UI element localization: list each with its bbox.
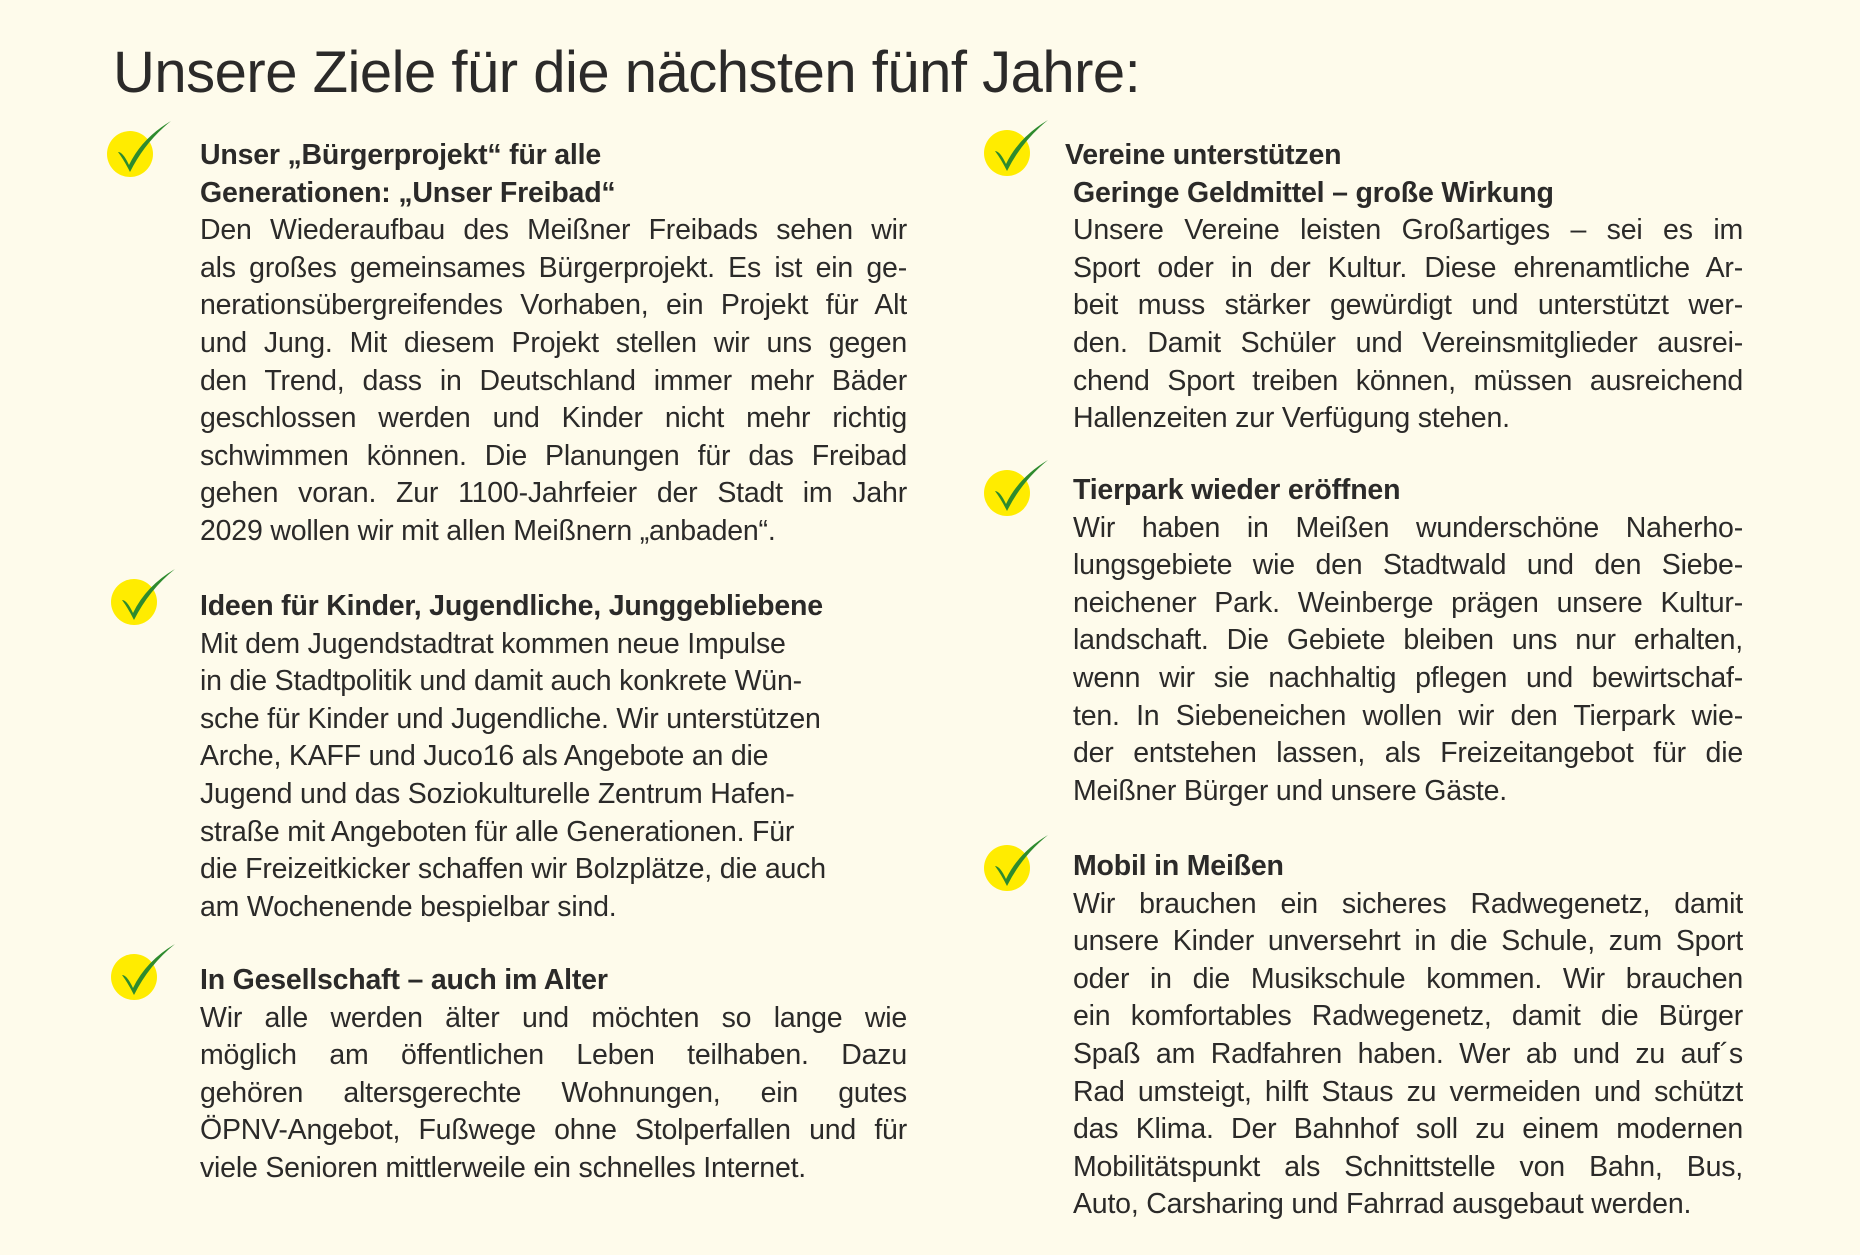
body-line: Mobilitätspunkt als Schnittstelle von Bahn, Bus, [1073, 1150, 1743, 1183]
checkmark-icon [100, 560, 200, 640]
heading-line: Ideen für Kinder, Jugendliche, Junggebliebene [200, 590, 823, 622]
heading-line: Vereine unterstützen [1065, 139, 1342, 171]
heading-line: Unser „Bürgerprojekt“ für alle [200, 139, 602, 171]
body-line: Wir brauchen ein sicheres Radwegenetz, damit [1073, 887, 1743, 920]
goal-body [200, 1000, 907, 1188]
body-line: Hallenzeiten zur Verfügung stehen. [1073, 402, 1510, 435]
goal-text [1073, 848, 1743, 1224]
goal-text [1073, 472, 1743, 810]
heading-line: Tierpark wieder eröffnen [1073, 474, 1401, 506]
goal-body [1065, 212, 1743, 438]
body-line: als großes gemeinsames Bürgerprojekt. Es ist ein ge- [200, 251, 907, 284]
goal-body [1073, 886, 1743, 1224]
heading-line: Mobil in Meißen [1073, 850, 1284, 882]
checkmark-icon [973, 826, 1073, 906]
goal-heading [200, 962, 907, 1000]
body-line: Unsere Vereine leisten Großartiges – sei es im [1073, 214, 1743, 247]
body-line: Arche, KAFF und Juco16 als Angebote an die [200, 740, 769, 773]
checkmark-icon [973, 451, 1073, 531]
body-line: das Klima. Der Bahnhof soll zu einem modernen [1073, 1113, 1743, 1146]
page-title: Unsere Ziele für die nächsten fünf Jahre: [113, 40, 1141, 105]
body-line: viele Senioren mittlerweile ein schnelles Internet. [200, 1151, 807, 1184]
goal-text [200, 137, 907, 551]
body-line: Rad umsteigt, hilft Staus zu vermeiden und schützt [1073, 1075, 1743, 1108]
body-line: Jugend und das Soziokulturelle Zentrum Hafen- [200, 777, 795, 810]
body-line: Auto, Carsharing und Fahrrad ausgebaut werden. [1073, 1188, 1692, 1221]
goal-heading [1073, 848, 1743, 886]
heading-line: Geringe Geldmittel – große Wirkung [1073, 176, 1554, 209]
body-line: nerationsübergreifendes Vorhaben, ein Projekt für Alt [200, 289, 907, 322]
body-line: und Jung. Mit diesem Projekt stellen wir uns gegen [200, 326, 907, 359]
goal-text [200, 962, 907, 1188]
body-line: den. Damit Schüler und Vereinsmitglieder ausrei- [1073, 326, 1743, 359]
body-line: gehören altersgerechte Wohnungen, ein gutes [200, 1076, 907, 1109]
goal-body [1073, 510, 1743, 811]
body-line: neichener Park. Weinberge prägen unsere Kultur- [1073, 586, 1743, 619]
goal-text [200, 588, 897, 926]
body-line: chend Sport treiben können, müssen ausreichend [1073, 364, 1743, 397]
body-line: Wir haben in Meißen wunderschöne Naherho- [1073, 511, 1743, 544]
body-line: Den Wiederaufbau des Meißner Freibads sehen wir [200, 214, 907, 247]
body-line: landschaft. Die Gebiete bleiben uns nur erhalten, [1073, 624, 1743, 657]
body-line: der entstehen lassen, als Freizeitangebot für die [1073, 737, 1743, 770]
heading-line: In Gesellschaft – auch im Alter [200, 964, 608, 996]
body-line: unsere Kinder unversehrt in die Schule, zum Sport [1073, 925, 1743, 958]
body-line: den Trend, dass in Deutschland immer mehr Bäder [200, 364, 907, 397]
goal-heading [200, 588, 897, 626]
body-line: ein komfortables Radwegenetz, damit die Bürger [1073, 1000, 1743, 1033]
checkmark-icon [100, 935, 200, 1015]
body-line: in die Stadtpolitik und damit auch konkrete Wün- [200, 665, 802, 698]
body-line: beit muss stärker gewürdigt und unterstützt wer- [1073, 289, 1743, 322]
body-line: oder in die Musikschule kommen. Wir brauchen [1073, 962, 1743, 995]
body-line: schwimmen können. Die Planungen für das Freibad [200, 439, 907, 472]
goal-body [200, 212, 907, 550]
body-line: Meißner Bürger und unsere Gäste. [1073, 774, 1507, 807]
body-line: Sport oder in der Kultur. Diese ehrenamtliche Ar- [1073, 251, 1743, 284]
body-line: ÖPNV-Angebot, Fußwege ohne Stolperfallen und für [200, 1114, 907, 1147]
goal-body [200, 626, 897, 927]
goal-heading [200, 137, 907, 212]
body-line: Wir alle werden älter und möchten so lange wie [200, 1001, 907, 1034]
body-line: am Wochenende bespielbar sind. [200, 890, 617, 923]
goal-text [1065, 137, 1743, 438]
body-line: 2029 wollen wir mit allen Meißnern „anbaden“. [200, 514, 776, 547]
body-line: geschlossen werden und Kinder nicht mehr richtig [200, 402, 907, 435]
body-line: Mit dem Jugendstadtrat kommen neue Impulse [200, 627, 786, 660]
body-line: ten. In Siebeneichen wollen wir den Tierpark wie- [1073, 699, 1743, 732]
goal-heading [1073, 472, 1743, 510]
body-line: sche für Kinder und Jugendliche. Wir unterstützen [200, 702, 821, 735]
body-line: die Freizeitkicker schaffen wir Bolzplätze, die auch [200, 853, 826, 886]
checkmark-icon [96, 112, 196, 192]
goal-heading [1065, 137, 1743, 212]
checkmark-icon [973, 111, 1073, 191]
heading-line: Generationen: „Unser Freibad“ [200, 176, 616, 209]
body-line: straße mit Angeboten für alle Generationen. Für [200, 815, 795, 848]
body-line: lungsgebiete wie den Stadtwald und den Siebe- [1073, 549, 1743, 582]
body-line: gehen voran. Zur 1100-Jahrfeier der Stadt im Jahr [200, 477, 907, 510]
body-line: wenn wir sie nachhaltig pflegen und bewirtschaf- [1073, 661, 1743, 694]
body-line: Spaß am Radfahren haben. Wer ab und zu auf´s [1073, 1037, 1743, 1070]
body-line: möglich am öffentlichen Leben teilhaben. Dazu [200, 1039, 907, 1072]
